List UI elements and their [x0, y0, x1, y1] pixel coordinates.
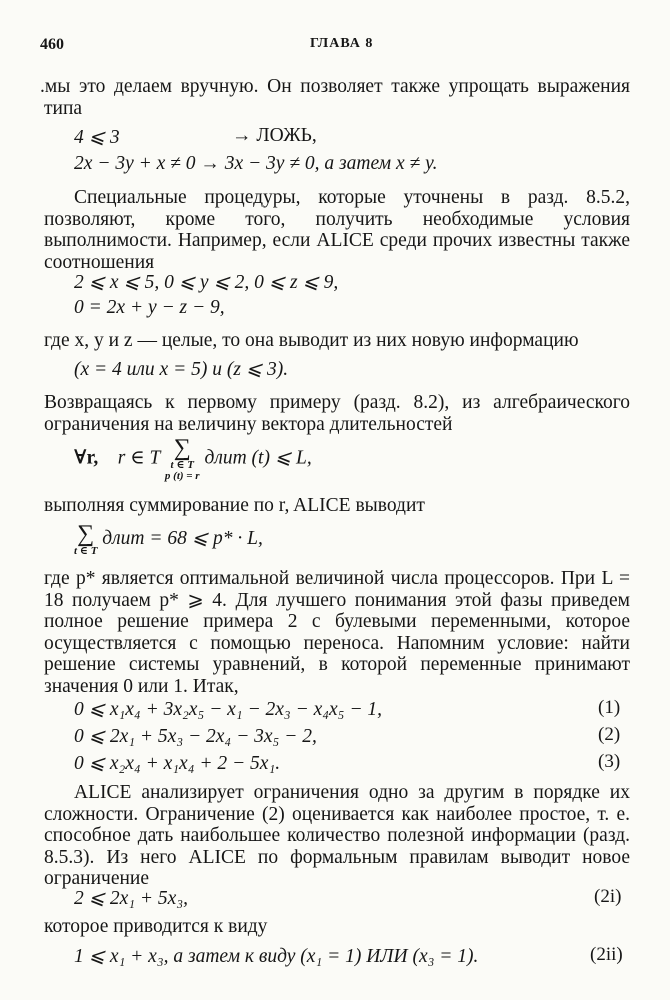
page-number: 460: [40, 36, 64, 53]
sum-body: длит (t) ⩽ L,: [204, 447, 312, 469]
sum-operator-2: [74, 522, 97, 557]
sum-subscript-2: p (t) = r: [164, 470, 200, 482]
expr-4le3: 4 ⩽ 3: [74, 127, 120, 148]
expr-false: → ЛОЖЬ,: [232, 125, 317, 146]
equation-2i: 2 ⩽ 2x₁ + 5x₃,: [74, 888, 188, 909]
equation-3-number: (3): [598, 751, 621, 772]
expr-forall-sum: [74, 436, 312, 482]
expr-result: (x = 4 или x = 5) и (z ⩽ 3).: [74, 359, 289, 380]
sum-subscript-1: t ∈ T: [170, 459, 194, 471]
paragraph-6: где p* является оптимальной величиной числа процессоров. При L = 18 получаем p* ⩾ 4. Для лучшего понимания этой фазы приведем полное решение примера 2 с булевыми переменными, которое осуществляется с помощью переноса. Напомним условие: найти решение системы уравнений, в которой переменные принимают значения 0 или 1. Итак,: [44, 568, 630, 697]
equation-2: 0 ⩽ 2x₁ + 5x₃ − 2x₄ − 3x₅ − 2,: [74, 726, 317, 747]
expr-sum-total: [74, 522, 263, 557]
sigma-symbol: ∑: [173, 435, 191, 461]
expr-equation: 0 = 2x + y − z − 9,: [74, 297, 225, 318]
paragraph-3: где x, y и z — целые, то она выводит из них новую информацию: [44, 330, 579, 351]
equation-1-number: (1): [598, 697, 621, 718]
equation-2ii: 1 ⩽ x₁ + x₃, а затем к виду (x₁ = 1) ИЛИ (x₃ = 1).: [74, 946, 479, 967]
equation-2ii-number: (2ii): [590, 944, 623, 965]
paragraph-8: которое приводится к виду: [44, 916, 268, 937]
paragraph-2: Специальные процедуры, которые уточнены в разд. 8.5.2, позволяют, кроме того, получить необходимые условия выполнимости. Например, если ALICE среди прочих известны также соотношения: [44, 187, 630, 273]
sum-operator: [165, 436, 200, 482]
paragraph-4: Возвращаясь к первому примеру (разд. 8.2), из алгебраического ограничения на величину вектора длительностей: [44, 392, 630, 435]
sum-total-body: длит = 68 ⩽ p* · L,: [102, 527, 263, 549]
equation-1: 0 ⩽ x₁x₄ + 3x₂x₅ − x₁ − 2x₃ − x₄x₅ − 1,: [74, 699, 382, 720]
equation-3: 0 ⩽ x₂x₄ + x₁x₄ + 2 − 5x₁.: [74, 753, 281, 774]
paragraph-1: .мы это делаем вручную. Он позволяет также упрощать выражения типа: [40, 76, 630, 119]
equation-2-number: (2): [598, 724, 621, 745]
paragraph-7: ALICE анализирует ограничения одно за другим в порядке их сложности. Ограничение (2) оценивается как наиболее простое, т. е. способное дать наибольшее количество полезной информации (разд. 8.5.3). Из него ALICE по формальным правилам выводит новое ограничение: [44, 782, 630, 889]
paragraph-5: выполняя суммирование по r, ALICE выводит: [44, 495, 425, 516]
forall-symbol: ∀r,: [74, 447, 99, 469]
sum-subscript-3: t ∈ T: [74, 545, 98, 557]
sigma-symbol-2: ∑: [77, 521, 95, 547]
expr-bounds: 2 ⩽ x ⩽ 5, 0 ⩽ y ⩽ 2, 0 ⩽ z ⩽ 9,: [74, 272, 339, 293]
equation-2i-number: (2i): [594, 886, 622, 907]
membership: r ∈ T: [117, 447, 161, 469]
chapter-title: ГЛАВА 8: [310, 36, 374, 51]
expr-simplify: 2x − 3y + x ≠ 0 → 3x − 3y ≠ 0, а затем x ≠ y.: [74, 153, 438, 174]
